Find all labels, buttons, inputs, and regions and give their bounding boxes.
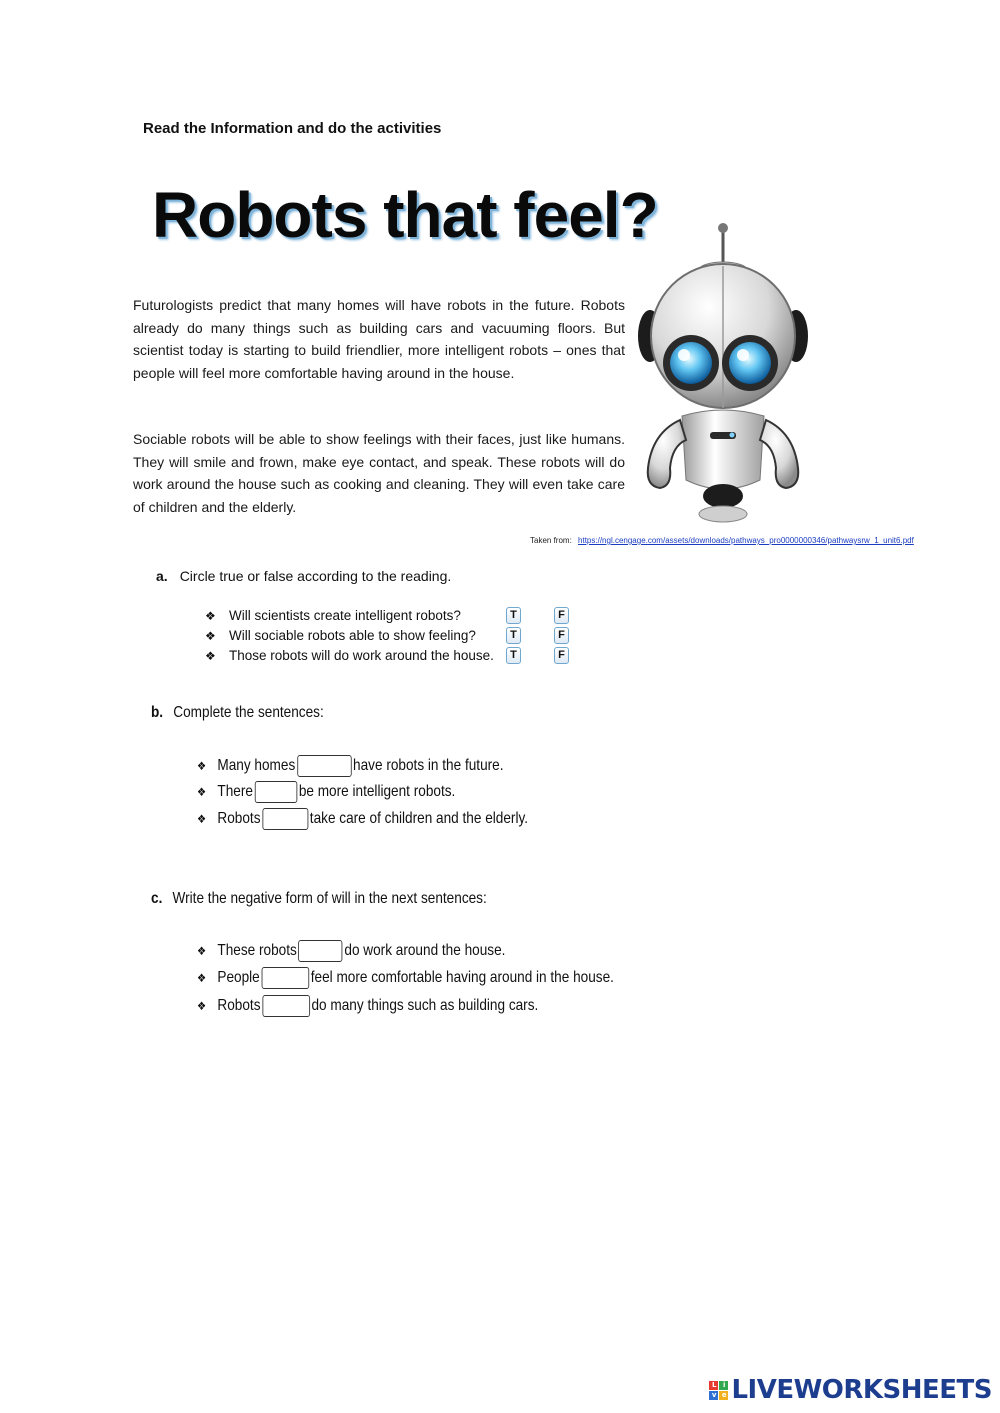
sentence-start: Robots xyxy=(217,810,261,827)
negative-sentence-row xyxy=(197,995,538,1017)
complete-sentence-row xyxy=(197,781,455,803)
answer-blank-b3[interactable] xyxy=(262,808,308,830)
sentence-start: These robots xyxy=(217,942,297,959)
logo-letter: v xyxy=(709,1391,718,1400)
robot-illustration xyxy=(632,218,812,528)
logo-letter: e xyxy=(719,1391,728,1400)
bullet-icon: ❖ xyxy=(197,971,207,985)
section-b-title xyxy=(151,704,324,722)
negative-sentence-row xyxy=(197,967,614,989)
source-citation xyxy=(530,536,914,545)
answer-blank-b2[interactable] xyxy=(255,781,298,803)
true-option-2[interactable]: T xyxy=(506,627,521,644)
answer-blank-c3[interactable] xyxy=(262,995,310,1017)
section-a-title xyxy=(156,568,451,584)
bullet-icon: ❖ xyxy=(205,628,216,643)
complete-sentence-row xyxy=(197,755,504,777)
sentence-start: Robots xyxy=(217,997,261,1014)
section-c-letter: c. xyxy=(151,890,163,907)
brand-name: LIVEWORKSHEETS xyxy=(731,1375,992,1405)
reading-paragraph-1: Futurologists predict that many homes will have robots in the future. Robots already do many things such as building cars and vacuuming floors. But scientist today is starting to build friendlier, more intelligent robots – ones that people will feel more comfortable having around in the house. xyxy=(133,297,625,381)
section-b-text: Complete the sentences: xyxy=(173,704,324,721)
bullet-icon: ❖ xyxy=(197,812,207,826)
liveworksheets-logo xyxy=(709,1375,992,1405)
tf-question-text: Will scientists create intelligent robots? xyxy=(229,608,461,623)
tf-question-text: Those robots will do work around the house. xyxy=(229,648,494,663)
source-label: Taken from: xyxy=(530,536,572,545)
logo-letter: i xyxy=(719,1381,728,1390)
tf-question-row xyxy=(205,608,461,623)
sentence-end: feel more comfortable having around in the house. xyxy=(310,969,614,986)
sentence-start: There xyxy=(217,783,253,800)
section-a-text: Circle true or false according to the reading. xyxy=(179,568,452,584)
sentence-end: be more intelligent robots. xyxy=(298,783,456,800)
instruction-text: Read the Information and do the activities xyxy=(143,120,442,137)
tf-question-text: Will sociable robots able to show feeling? xyxy=(229,628,476,643)
answer-blank-c2[interactable] xyxy=(261,967,309,989)
bullet-icon: ❖ xyxy=(205,648,216,663)
sentence-end: take care of children and the elderly. xyxy=(309,810,529,827)
section-b-letter: b. xyxy=(151,704,164,721)
bullet-icon: ❖ xyxy=(197,944,207,958)
false-option-1[interactable]: F xyxy=(554,607,569,624)
answer-blank-b1[interactable] xyxy=(297,755,351,777)
false-option-2[interactable]: F xyxy=(554,627,569,644)
false-option-3[interactable]: F xyxy=(554,647,569,664)
sentence-end: do work around the house. xyxy=(344,942,506,959)
tf-question-row xyxy=(205,628,476,643)
logo-letter: L xyxy=(709,1381,718,1390)
sentence-start: Many homes xyxy=(217,757,296,774)
answer-blank-c1[interactable] xyxy=(298,940,342,962)
bullet-icon: ❖ xyxy=(197,999,207,1013)
liveworksheets-icon xyxy=(709,1381,728,1400)
sentence-end: have robots in the future. xyxy=(353,757,504,774)
bullet-icon: ❖ xyxy=(197,759,207,773)
true-option-3[interactable]: T xyxy=(506,647,521,664)
page-title: Robots that feel? xyxy=(152,179,658,251)
sentence-end: do many things such as building cars. xyxy=(311,997,539,1014)
tf-question-row xyxy=(205,648,494,663)
true-option-1[interactable]: T xyxy=(506,607,521,624)
complete-sentence-row xyxy=(197,808,528,830)
section-a-letter: a. xyxy=(156,568,168,584)
section-c-text: Write the negative form of will in the next sentences: xyxy=(172,890,487,907)
section-c-title xyxy=(151,890,487,908)
negative-sentence-row xyxy=(197,940,505,962)
bullet-icon: ❖ xyxy=(197,785,207,799)
reading-paragraph-2: Sociable robots will be able to show feelings with their faces, just like humans. They will smile and frown, make eye contact, and speak. These robots will do work around the house such as cooking and cleaning. They will even take care of children and the elderly. xyxy=(133,431,625,515)
sentence-start: People xyxy=(217,969,260,986)
bullet-icon: ❖ xyxy=(205,608,216,623)
source-link[interactable]: https://ngl.cengage.com/assets/downloads/pathways_pro0000000346/pathwaysrw_1_unit6.pdf xyxy=(578,536,914,545)
